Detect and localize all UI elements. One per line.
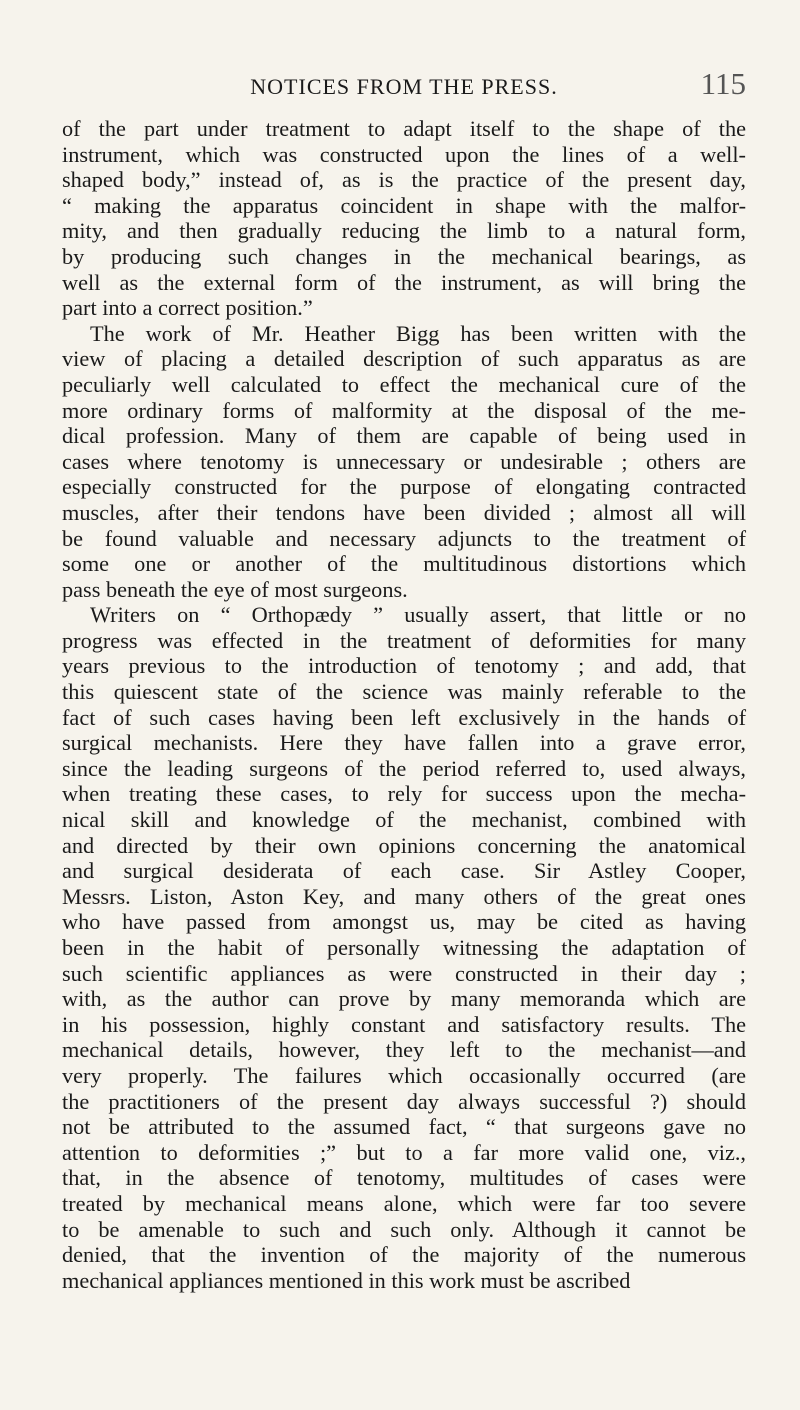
text-line: to be amenable to such and such only. Although it cannot be [62,1216,746,1242]
text-line: “ making the apparatus coincident in shape with the malfor- [62,192,746,218]
text-line: this quiescent state of the science was mainly referable to the [62,679,746,705]
text-line: years previous to the introduction of tenotomy ; and add, that [62,653,746,679]
text-line: since the leading surgeons of the period referred to, used always, [62,755,746,781]
text-line: Writers on “ Orthopædy ” usually assert, that little or no [90,602,746,628]
text-line: when treating these cases, to rely for success upon the mecha- [62,781,746,807]
book-page [62,66,746,1293]
text-line: denied, that the invention of the majority of the numerous [62,1242,746,1268]
text-line: progress was effected in the treatment of deformities for many [62,627,746,653]
text-line: treated by mechanical means alone, which were far too severe [62,1190,746,1216]
text-line: mechanical details, however, they left to the mechanist—and [62,1037,746,1063]
text-line: and directed by their own opinions concerning the anatomical [62,832,746,858]
text-line: view of placing a detailed description of such apparatus as are [62,346,746,372]
text-line: who have passed from amongst us, may be cited as having [62,909,746,935]
text-line: been in the habit of personally witnessing the adaptation of [62,935,746,960]
text-line: very properly. The failures which occasionally occurred (are [62,1062,746,1088]
text-line: that, in the absence of tenotomy, multitudes of cases were [62,1165,746,1191]
text-line: of the part under treatment to adapt itself to the shape of the [62,116,746,141]
body-text [62,116,746,1293]
text-line: part into a correct position.” [62,295,313,321]
text-line: cases where tenotomy is unnecessary or undesirable ; others are [62,448,746,474]
text-line: muscles, after their tendons have been divided ; almost all will [62,499,746,525]
paragraph-3 [62,602,746,1293]
text-line: more ordinary forms of malformity at the disposal of the me- [62,397,746,423]
text-line: some one or another of the multitudinous distortions which [62,551,746,577]
text-line: the practitioners of the present day always successful ?) should [62,1088,746,1114]
paragraph-1 [62,116,746,321]
page-number: 115 [700,66,746,101]
text-line: The work of Mr. Heather Bigg has been written with the [90,320,746,346]
text-line: attention to deformities ;” but to a far more valid one, viz., [62,1139,746,1165]
text-line: not be attributed to the assumed fact, “ that surgeons gave no [62,1114,746,1140]
text-line: mity, and then gradually reducing the limb to a natural form, [62,218,746,244]
page-header [62,66,746,108]
text-line: by producing such changes in the mechanical bearings, as [62,243,746,269]
text-line: dical profession. Many of them are capable of being used in [62,423,746,449]
text-line: be found valuable and necessary adjuncts to the treatment of [62,525,746,551]
text-line: pass beneath the eye of most surgeons. [62,576,408,602]
text-line: and surgical desiderata of each case. Sir Astley Cooper, [62,858,746,884]
text-line: mechanical appliances mentioned in this work must be ascribed [62,1267,631,1293]
text-line: Messrs. Liston, Aston Key, and many others of the great ones [62,883,746,909]
text-line: with, as the author can prove by many memoranda which are [62,986,746,1012]
text-line: especially constructed for the purpose of elongating contracted [62,474,746,500]
text-line: instrument, which was constructed upon the lines of a well- [62,141,746,167]
text-line: surgical mechanists. Here they have fallen into a grave error, [62,730,746,756]
paragraph-2 [62,321,746,603]
text-line: well as the external form of the instrument, as will bring the [62,269,746,295]
text-line: such scientific appliances as were constructed in their day ; [62,960,746,986]
text-line: peculiarly well calculated to effect the mechanical cure of the [62,371,746,397]
text-line: in his possession, highly constant and satisfactory results. The [62,1011,746,1037]
text-line: shaped body,” instead of, as is the practice of the present day, [62,167,746,193]
text-line: fact of such cases having been left exclusively in the hands of [62,704,746,730]
text-line: nical skill and knowledge of the mechanist, combined with [62,807,746,833]
running-head: NOTICES FROM THE PRESS. [250,74,558,99]
